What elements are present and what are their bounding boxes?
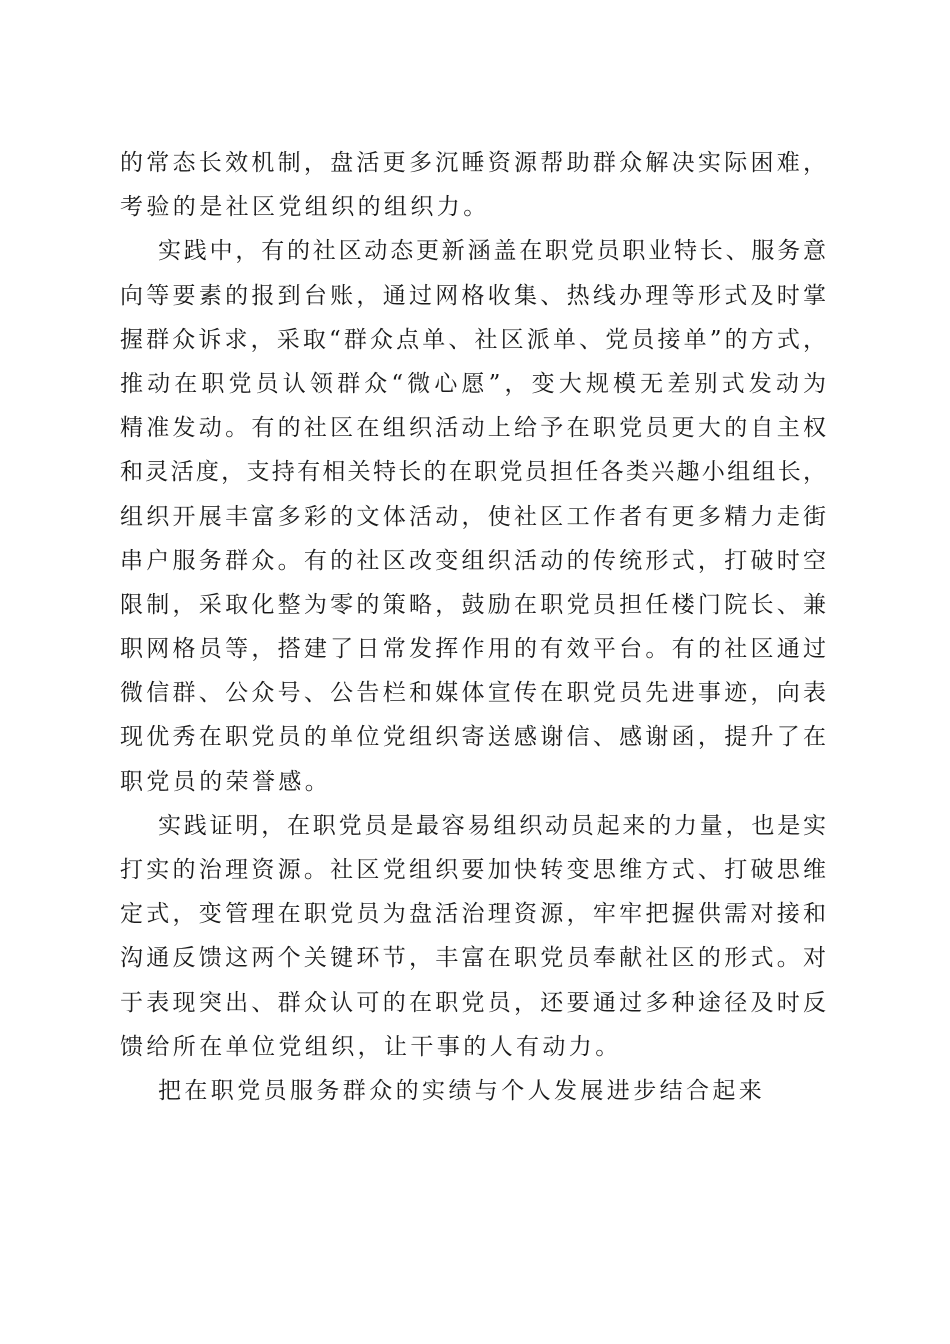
text-line: 向等要素的报到台账，通过网格收集、热线办理等形式及时掌 xyxy=(120,282,826,309)
document-body xyxy=(120,146,826,1118)
text-line: 于表现突出、群众认可的在职党员，还要通过多种途径及时反 xyxy=(120,989,826,1016)
text-line: 实践证明，在职党员是最容易组织动员起来的力量，也是实 xyxy=(158,812,826,839)
text-line: 的常态长效机制，盘活更多沉睡资源帮助群众解决实际困难， xyxy=(120,150,826,176)
text-line: 考验的是社区党组织的组织力。 xyxy=(120,194,490,221)
text-line: 限制，采取化整为零的策略，鼓励在职党员担任楼门院长、兼 xyxy=(120,591,826,618)
paragraph xyxy=(120,234,826,808)
text-line: 组织开展丰富多彩的文体活动，使社区工作者有更多精力走街 xyxy=(120,503,826,530)
text-line: 沟通反馈这两个关键环节，丰富在职党员奉献社区的形式。对 xyxy=(120,945,826,972)
text-line: 打实的治理资源。社区党组织要加快转变思维方式、打破思维 xyxy=(120,857,826,883)
paragraph xyxy=(120,1074,826,1118)
text-line: 现优秀在职党员的单位党组织寄送感谢信、感谢函，提升了在 xyxy=(120,724,826,751)
text-line: 微信群、公众号、公告栏和媒体宣传在职党员先进事迹，向表 xyxy=(120,680,826,707)
paragraph xyxy=(120,146,826,234)
text-line: 职网格员等，搭建了日常发挥作用的有效平台。有的社区通过 xyxy=(120,636,826,663)
text-line: 握群众诉求，采取“群众点单、社区派单、党员接单”的方式， xyxy=(120,326,826,353)
text-line: 定式，变管理在职党员为盘活治理资源，牢牢把握供需对接和 xyxy=(120,901,826,928)
text-line: 职党员的荣誉感。 xyxy=(120,768,332,795)
text-line: 馈给所在单位党组织，让干事的人有动力。 xyxy=(120,1033,622,1060)
text-line: 串户服务群众。有的社区改变组织活动的传统形式，打破时空 xyxy=(120,547,826,574)
text-line: 把在职党员服务群众的实绩与个人发展进步结合起来 xyxy=(158,1077,766,1104)
paragraph xyxy=(120,809,826,1074)
text-line: 和灵活度，支持有相关特长的在职党员担任各类兴趣小组组长， xyxy=(120,459,826,486)
text-line: 实践中，有的社区动态更新涵盖在职党员职业特长、服务意 xyxy=(158,238,826,265)
text-line: 推动在职党员认领群众“微心愿”，变大规模无差别式发动为 xyxy=(120,370,826,397)
text-line: 精准发动。有的社区在组织活动上给予在职党员更大的自主权 xyxy=(120,415,826,442)
